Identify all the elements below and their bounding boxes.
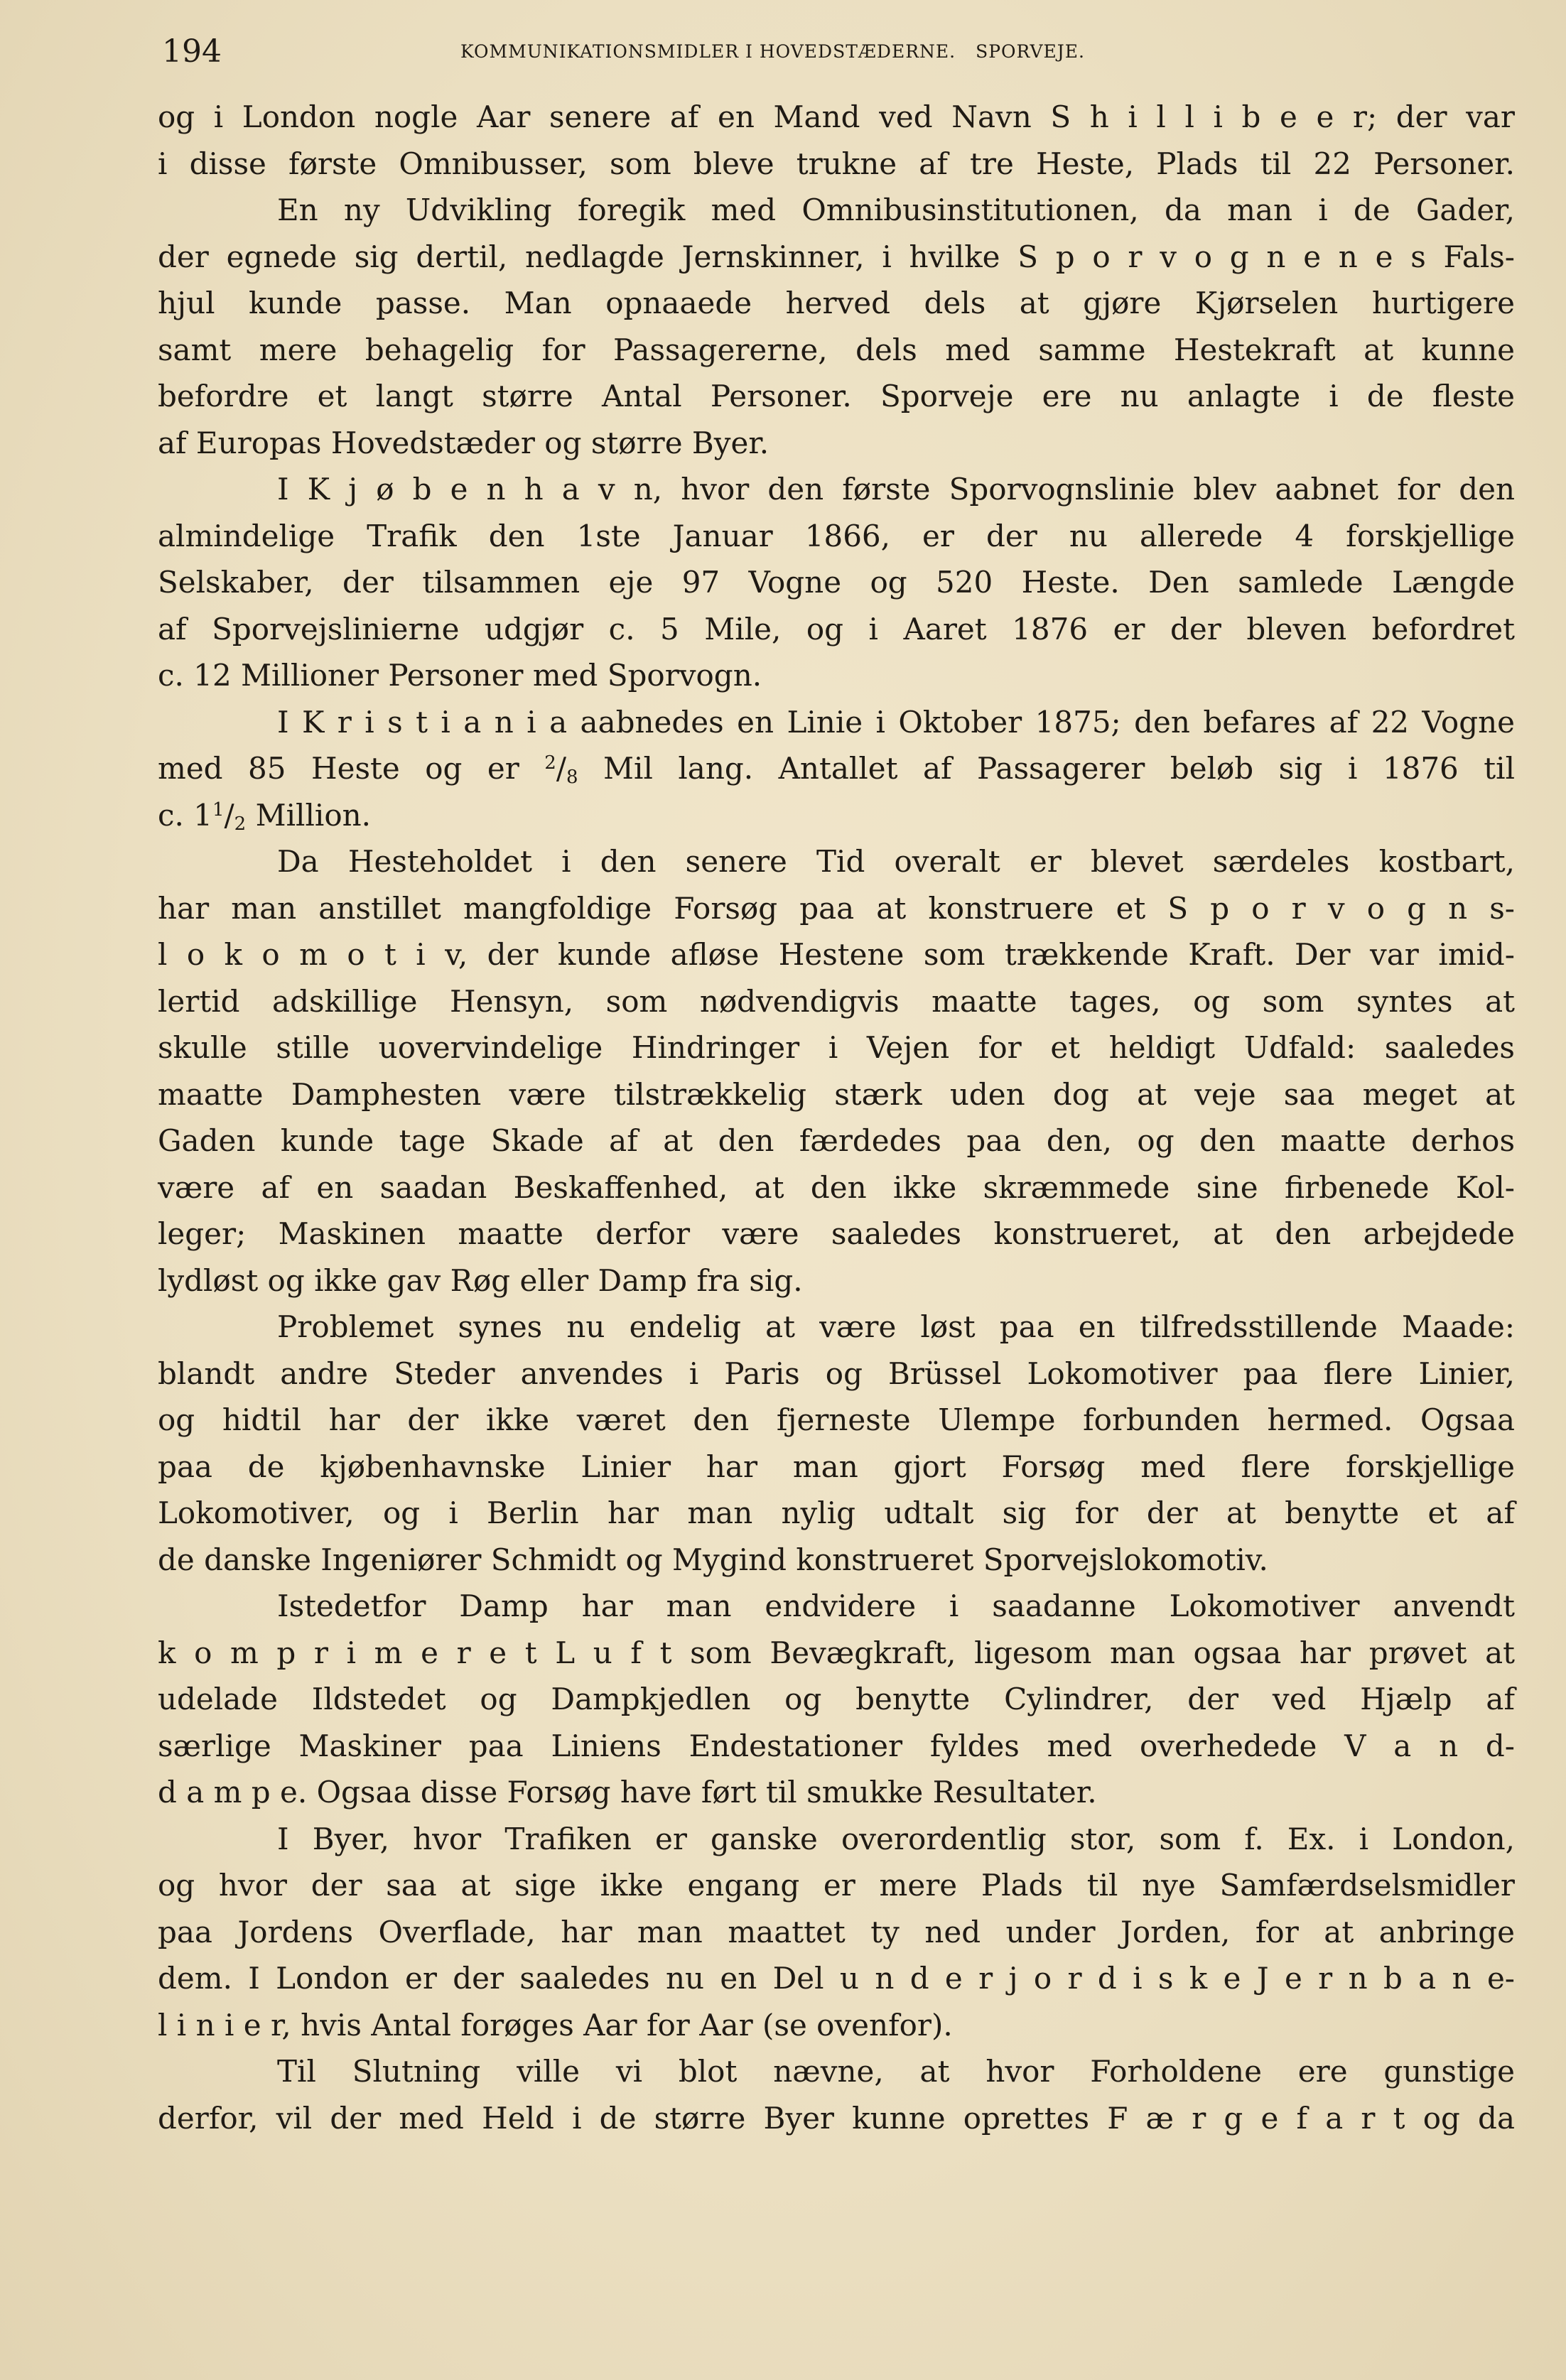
- text-line: befordre et langt større Antal Personer. Sporveje ere nu anlagte i de fleste: [158, 379, 1515, 413]
- body-text: [158, 94, 1515, 2141]
- text-line: Lokomotiver, og i Berlin har man nylig udtalt sig for der at benytte et af: [158, 1495, 1515, 1530]
- text-line: Til Slutning ville vi blot nævne, at hvor Forholdene ere gunstige: [277, 2054, 1515, 2089]
- text-line: udelade Ildstedet og Dampkjedlen og benytte Cylindrer, der ved Hjælp af: [158, 1682, 1515, 1716]
- text-line: de danske Ingeniører Schmidt og Mygind konstrueret Sporvejslokomotiv.: [158, 1542, 1268, 1577]
- text-line: og hidtil har der ikke været den fjerneste Ulempe forbunden hermed. Ogsaa: [158, 1402, 1515, 1437]
- text-line: har man anstillet mangfoldige Forsøg paa at konstruere et S p o r v o g n s-: [158, 890, 1515, 926]
- running-head-title: KOMMUNIKATIONSMIDLER I HOVEDSTÆDERNE.: [460, 41, 956, 62]
- text-line: paa Jordens Overflade, har man maattet ty ned under Jorden, for at anbringe: [158, 1914, 1515, 1949]
- text-line: k o m p r i m e r e t L u f t som Bevægkraft, ligesom man ogsaa har prøvet at: [158, 1635, 1515, 1670]
- text-line: maatte Damphesten være tilstrækkelig stærk uden dog at veje saa meget at: [158, 1076, 1515, 1112]
- text-line: I Byer, hvor Trafiken er ganske overordentlig stor, som f. Ex. i London,: [277, 1821, 1515, 1856]
- text-line: almindelige Trafik den 1ste Januar 1866, er der nu allerede 4 forskjellige: [158, 518, 1515, 553]
- text-line: derfor, vil der med Held i de større Byer kunne oprettes F æ r g e f a r t og da: [158, 2100, 1515, 2136]
- running-head-section: SPORVEJE.: [976, 41, 1086, 62]
- text-line: Istedetfor Damp har man endvidere i saadanne Lokomotiver anvendt: [277, 1589, 1515, 1623]
- text-line: lydløst og ikke gav Røg eller Damp fra sig.: [158, 1262, 803, 1298]
- text-line: paa de kjøbenhavnske Linier har man gjort Forsøg med flere forskjellige: [158, 1449, 1515, 1484]
- text-line: En ny Udvikling foregik med Omnibusinstitutionen, da man i de Gader,: [277, 193, 1515, 227]
- text-line: I K r i s t i a n i a aabnedes en Linie i Oktober 1875; den befares af 22 Vogne: [277, 704, 1515, 740]
- text-line: og hvor der saa at sige ikke engang er mere Plads til nye Samfærdselsmidler: [158, 1868, 1515, 1903]
- text-line: og i London nogle Aar senere af en Mand ved Navn S h i l l i b e e r; der var: [158, 99, 1515, 134]
- text-line: af Sporvejslinierne udgjør c. 5 Mile, og i Aaret 1876 er der bleven befordret: [158, 611, 1515, 647]
- page-number: 194: [162, 33, 222, 70]
- text-line: Gaden kunde tage Skade af at den færdedes paa den, og den maatte derhos: [158, 1123, 1515, 1158]
- text-line: l o k o m o t i v, der kunde afløse Hestene som trækkende Kraft. Der var imid-: [158, 937, 1515, 972]
- text-line: være af en saadan Beskaffenhed, at den ikke skræmmede sine firbenede Kol-: [158, 1169, 1515, 1205]
- text-line: blandt andre Steder anvendes i Paris og Brüssel Lokomotiver paa flere Linier,: [158, 1356, 1515, 1391]
- text-line: samt mere behagelig for Passagererne, dels med samme Hestekraft at kunne: [158, 332, 1515, 367]
- running-head: [460, 27, 1085, 77]
- page-header: [162, 27, 1526, 77]
- text-line: i disse første Omnibusser, som bleve trukne af tre Heste, Plads til 22 Personer.: [158, 146, 1515, 181]
- text-line: hjul kunde passe. Man opnaaede herved dels at gjøre Kjørselen hurtigere: [158, 286, 1515, 320]
- text-line: lertid adskillige Hensyn, som nødvendigvis maatte tages, og som syntes at: [158, 983, 1515, 1019]
- text-line: skulle stille uovervindelige Hindringer i Vejen for et heldigt Udfald: saaledes: [158, 1030, 1515, 1065]
- text-line: d a m p e. Ogsaa disse Forsøg have ført til smukke Resultater.: [158, 1775, 1097, 1810]
- text-line: Da Hesteholdet i den senere Tid overalt er blevet særdeles kostbart,: [277, 844, 1515, 879]
- text-line: der egnede sig dertil, nedlagde Jernskinner, i hvilke S p o r v o g n e n e s Fals-: [158, 239, 1515, 274]
- text-line: dem. I London er der saaledes nu en Del u n d e r j o r d i s k e J e r n b a n e-: [158, 1961, 1515, 1996]
- text-line: c. 12 Millioner Personer med Sporvogn.: [158, 658, 762, 693]
- text-line: I K j ø b e n h a v n, hvor den første Sporvognslinie blev aabnet for den: [277, 472, 1515, 507]
- text-line-with-fraction: c. $1^1/_2$ Million.: [158, 797, 371, 835]
- text-line: Problemet synes nu endelig at være løst paa en tilfredsstillende Maade:: [277, 1309, 1515, 1344]
- text-line: leger; Maskinen maatte derfor være saaledes konstrueret, at den arbejdede: [158, 1216, 1515, 1251]
- text-line-with-fraction: med 85 Heste og er $^2/_8$ Mil lang. Antallet af Passagerer beløb sig i 1876 til: [158, 751, 1515, 788]
- text-line: særlige Maskiner paa Liniens Endestationer fyldes med overhedede V a n d-: [158, 1728, 1515, 1763]
- text-line: af Europas Hovedstæder og større Byer.: [158, 425, 770, 460]
- text-line: l i n i e r, hvis Antal forøges Aar for Aar (se ovenfor).: [158, 2007, 953, 2043]
- text-line: Selskaber, der tilsammen eje 97 Vogne og 520 Heste. Den samlede Længde: [158, 565, 1515, 600]
